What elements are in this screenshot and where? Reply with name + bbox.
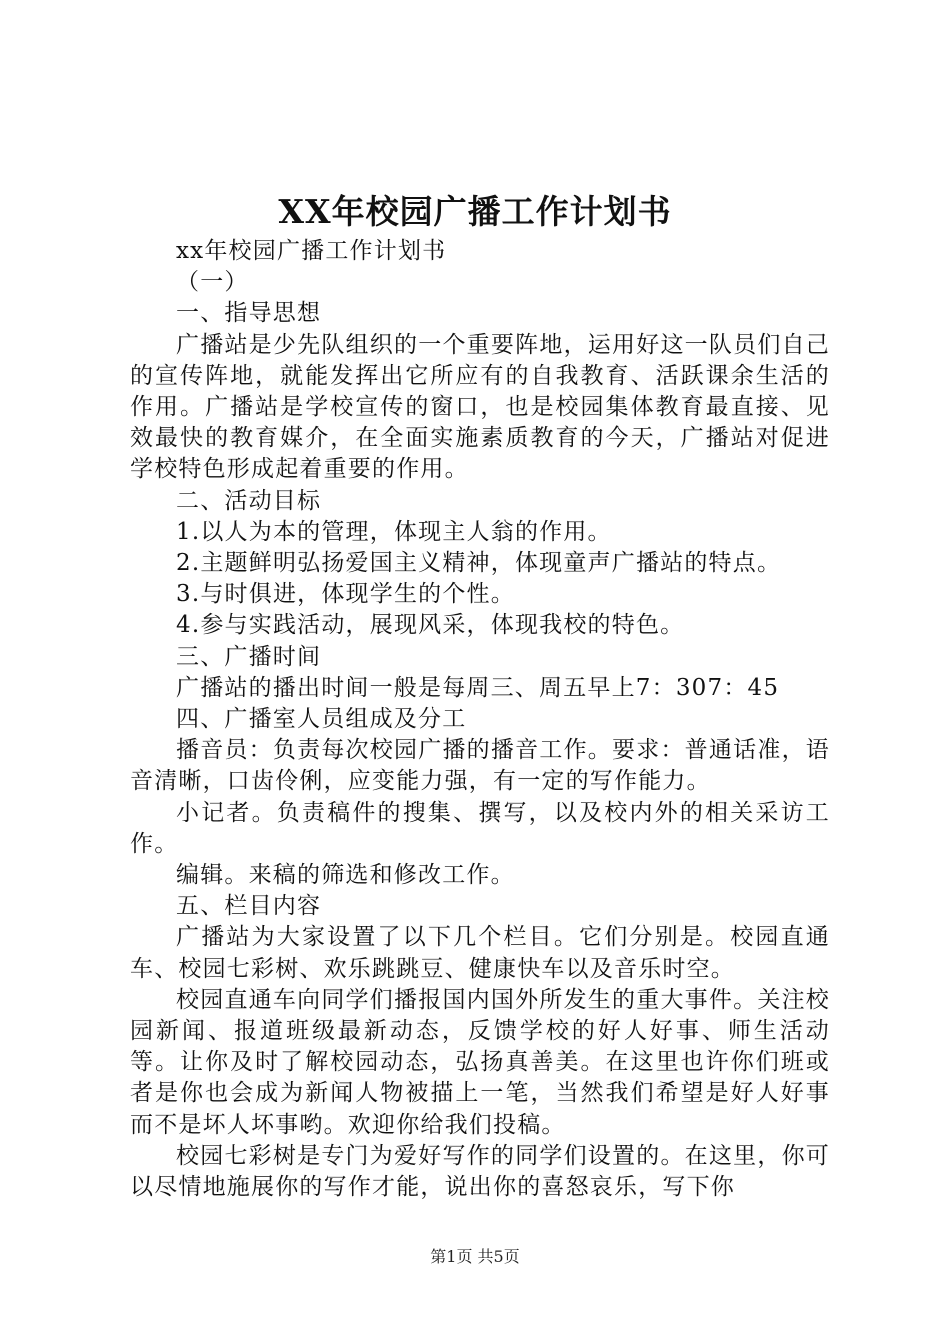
paragraph: 播音员：负责每次校园广播的播音工作。要求：普通话准，语音清晰，口齿伶俐，应变能力强，有一定的写作能力。	[130, 737, 830, 795]
page-footer: 第1页 共5页	[430, 1247, 520, 1266]
document-title: XX年校园广播工作计划书	[278, 192, 672, 231]
paragraph: （一）	[176, 269, 249, 296]
section-heading: 四、广播室人员组成及分工	[176, 706, 467, 733]
paragraph: 编辑。来稿的筛选和修改工作。	[176, 862, 515, 889]
paragraph: xx年校园广播工作计划书	[176, 238, 447, 264]
paragraph: 广播站的播出时间一般是每周三、周五早上7：307：45	[176, 674, 780, 701]
list-item: 1.以人为本的管理，体现主人翁的作用。	[176, 518, 612, 545]
paragraph: 校园七彩树是专门为爱好写作的同学们设置的。在这里，你可以尽情地施展你的写作才能，说出你的喜怒哀乐，写下你	[130, 1142, 830, 1201]
section-heading: 三、广播时间	[176, 643, 322, 670]
paragraph: 广播站是少先队组织的一个重要阵地，运用好这一队员们自己的宣传阵地，就能发挥出它所应有的自我教育、活跃课余生活的作用。广播站是学校宣传的窗口，也是校园集体教育最直接、见效最快的教育媒介，在全面实施素质教育的今天，广播站对促进学校特色形成起着重要的作用。	[130, 331, 830, 483]
list-item: 2.主题鲜明弘扬爱国主义精神，体现童声广播站的特点。	[176, 550, 782, 577]
section-heading: 五、栏目内容	[176, 893, 322, 920]
document-body	[130, 236, 830, 1203]
section-heading: 一、指导思想	[176, 300, 322, 327]
list-item: 3.与时俱进，体现学生的个性。	[176, 581, 515, 608]
paragraph: 广播站为大家设置了以下几个栏目。它们分别是。校园直通车、校园七彩树、欢乐跳跳豆、健康快车以及音乐时空。	[130, 924, 830, 982]
list-item: 4.参与实践活动，展现风采，体现我校的特色。	[176, 612, 685, 639]
section-heading: 二、活动目标	[176, 487, 322, 514]
paragraph: 小记者。负责稿件的搜集、撰写，以及校内外的相关采访工作。	[130, 799, 830, 857]
paragraph: 校园直通车向同学们播报国内国外所发生的重大事件。关注校园新闻、报道班级最新动态，反馈学校的好人好事、师生活动等。让你及时了解校园动态，弘扬真善美。在这里也许你们班或者是你也会成为新闻人物被描上一笔，当然我们希望是好人好事而不是坏人坏事哟。欢迎你给我们投稿。	[130, 986, 830, 1138]
